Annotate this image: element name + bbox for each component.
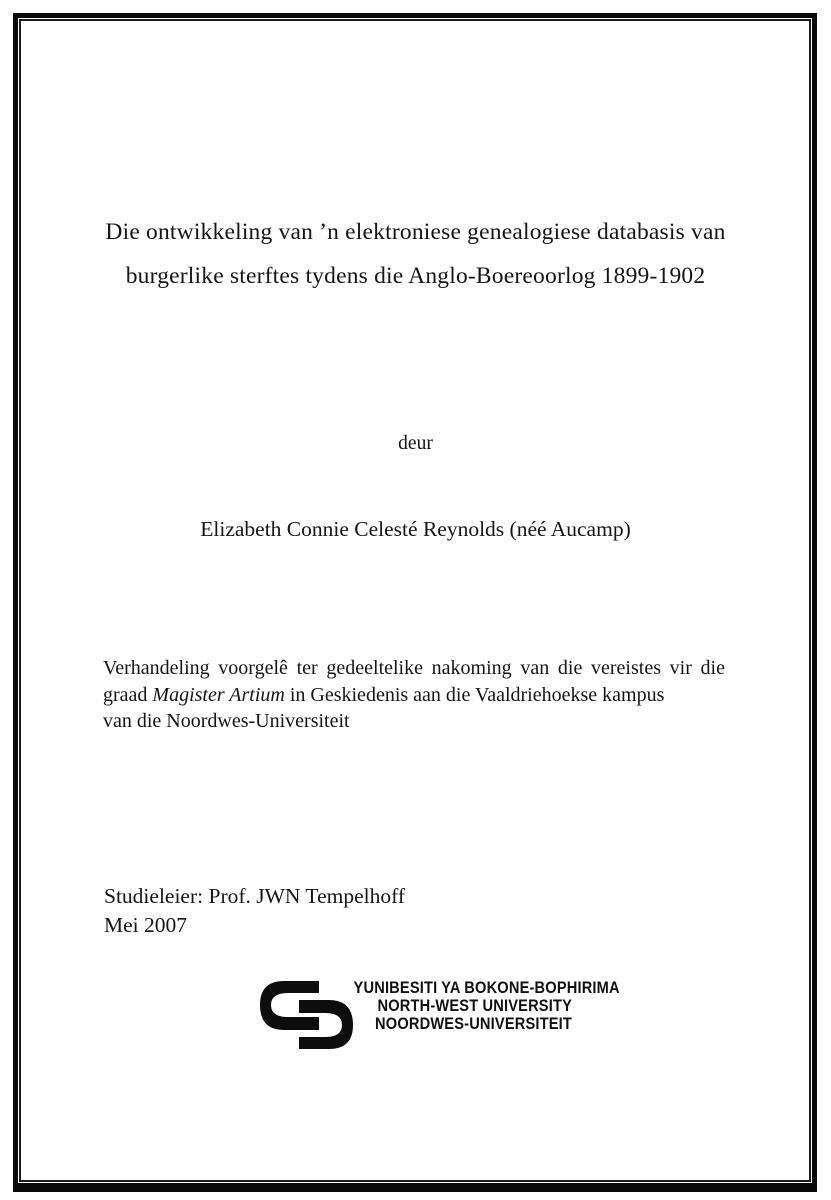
degree-statement-line-2: [103, 682, 725, 709]
degree-statement-line-3: van die Noordwes-Universiteit: [103, 710, 350, 732]
degree-name-italic: Magister Artium: [152, 683, 285, 706]
thesis-title: [45, 210, 786, 298]
logo-text-afrikaans: NOORDWES-UNIVERSITEIT: [375, 1014, 572, 1034]
university-logo: [258, 977, 620, 1055]
supervisor-line: Studieleier: Prof. JWN Tempelhoff: [104, 884, 406, 908]
supervisor-block: [104, 882, 405, 939]
date-line: Mei 2007: [104, 912, 188, 937]
degree-statement-line-1: Verhandeling voorgelê ter gedeeltelike nakoming van die vereistes vir die: [103, 657, 725, 679]
degree-statement-line-2-pre: graad: [103, 683, 153, 706]
author-name: Elizabeth Connie Celesté Reynolds (néé Aucamp): [200, 517, 631, 541]
thesis-title-line-2: burgerlike sterftes tydens die Anglo-Boereoorlog 1899-1902: [125, 263, 706, 289]
thesis-title-line-1: Die ontwikkeling van ’n elektroniese genealogiese databasis van: [105, 219, 726, 245]
nwu-interlocked-rings-icon: [258, 979, 355, 1051]
degree-statement-line-2-post: in Geskiedenis aan die Vaaldriehoekse kampus: [284, 683, 665, 706]
logo-text-english: NORTH-WEST UNIVERSITY: [377, 996, 572, 1016]
university-logo-text: [353, 978, 620, 1034]
byline-deur: deur: [398, 433, 433, 454]
degree-statement: [103, 655, 725, 735]
logo-text-setswana: YUNIBESITI YA BOKONE-BOPHIRIMA: [353, 978, 620, 997]
